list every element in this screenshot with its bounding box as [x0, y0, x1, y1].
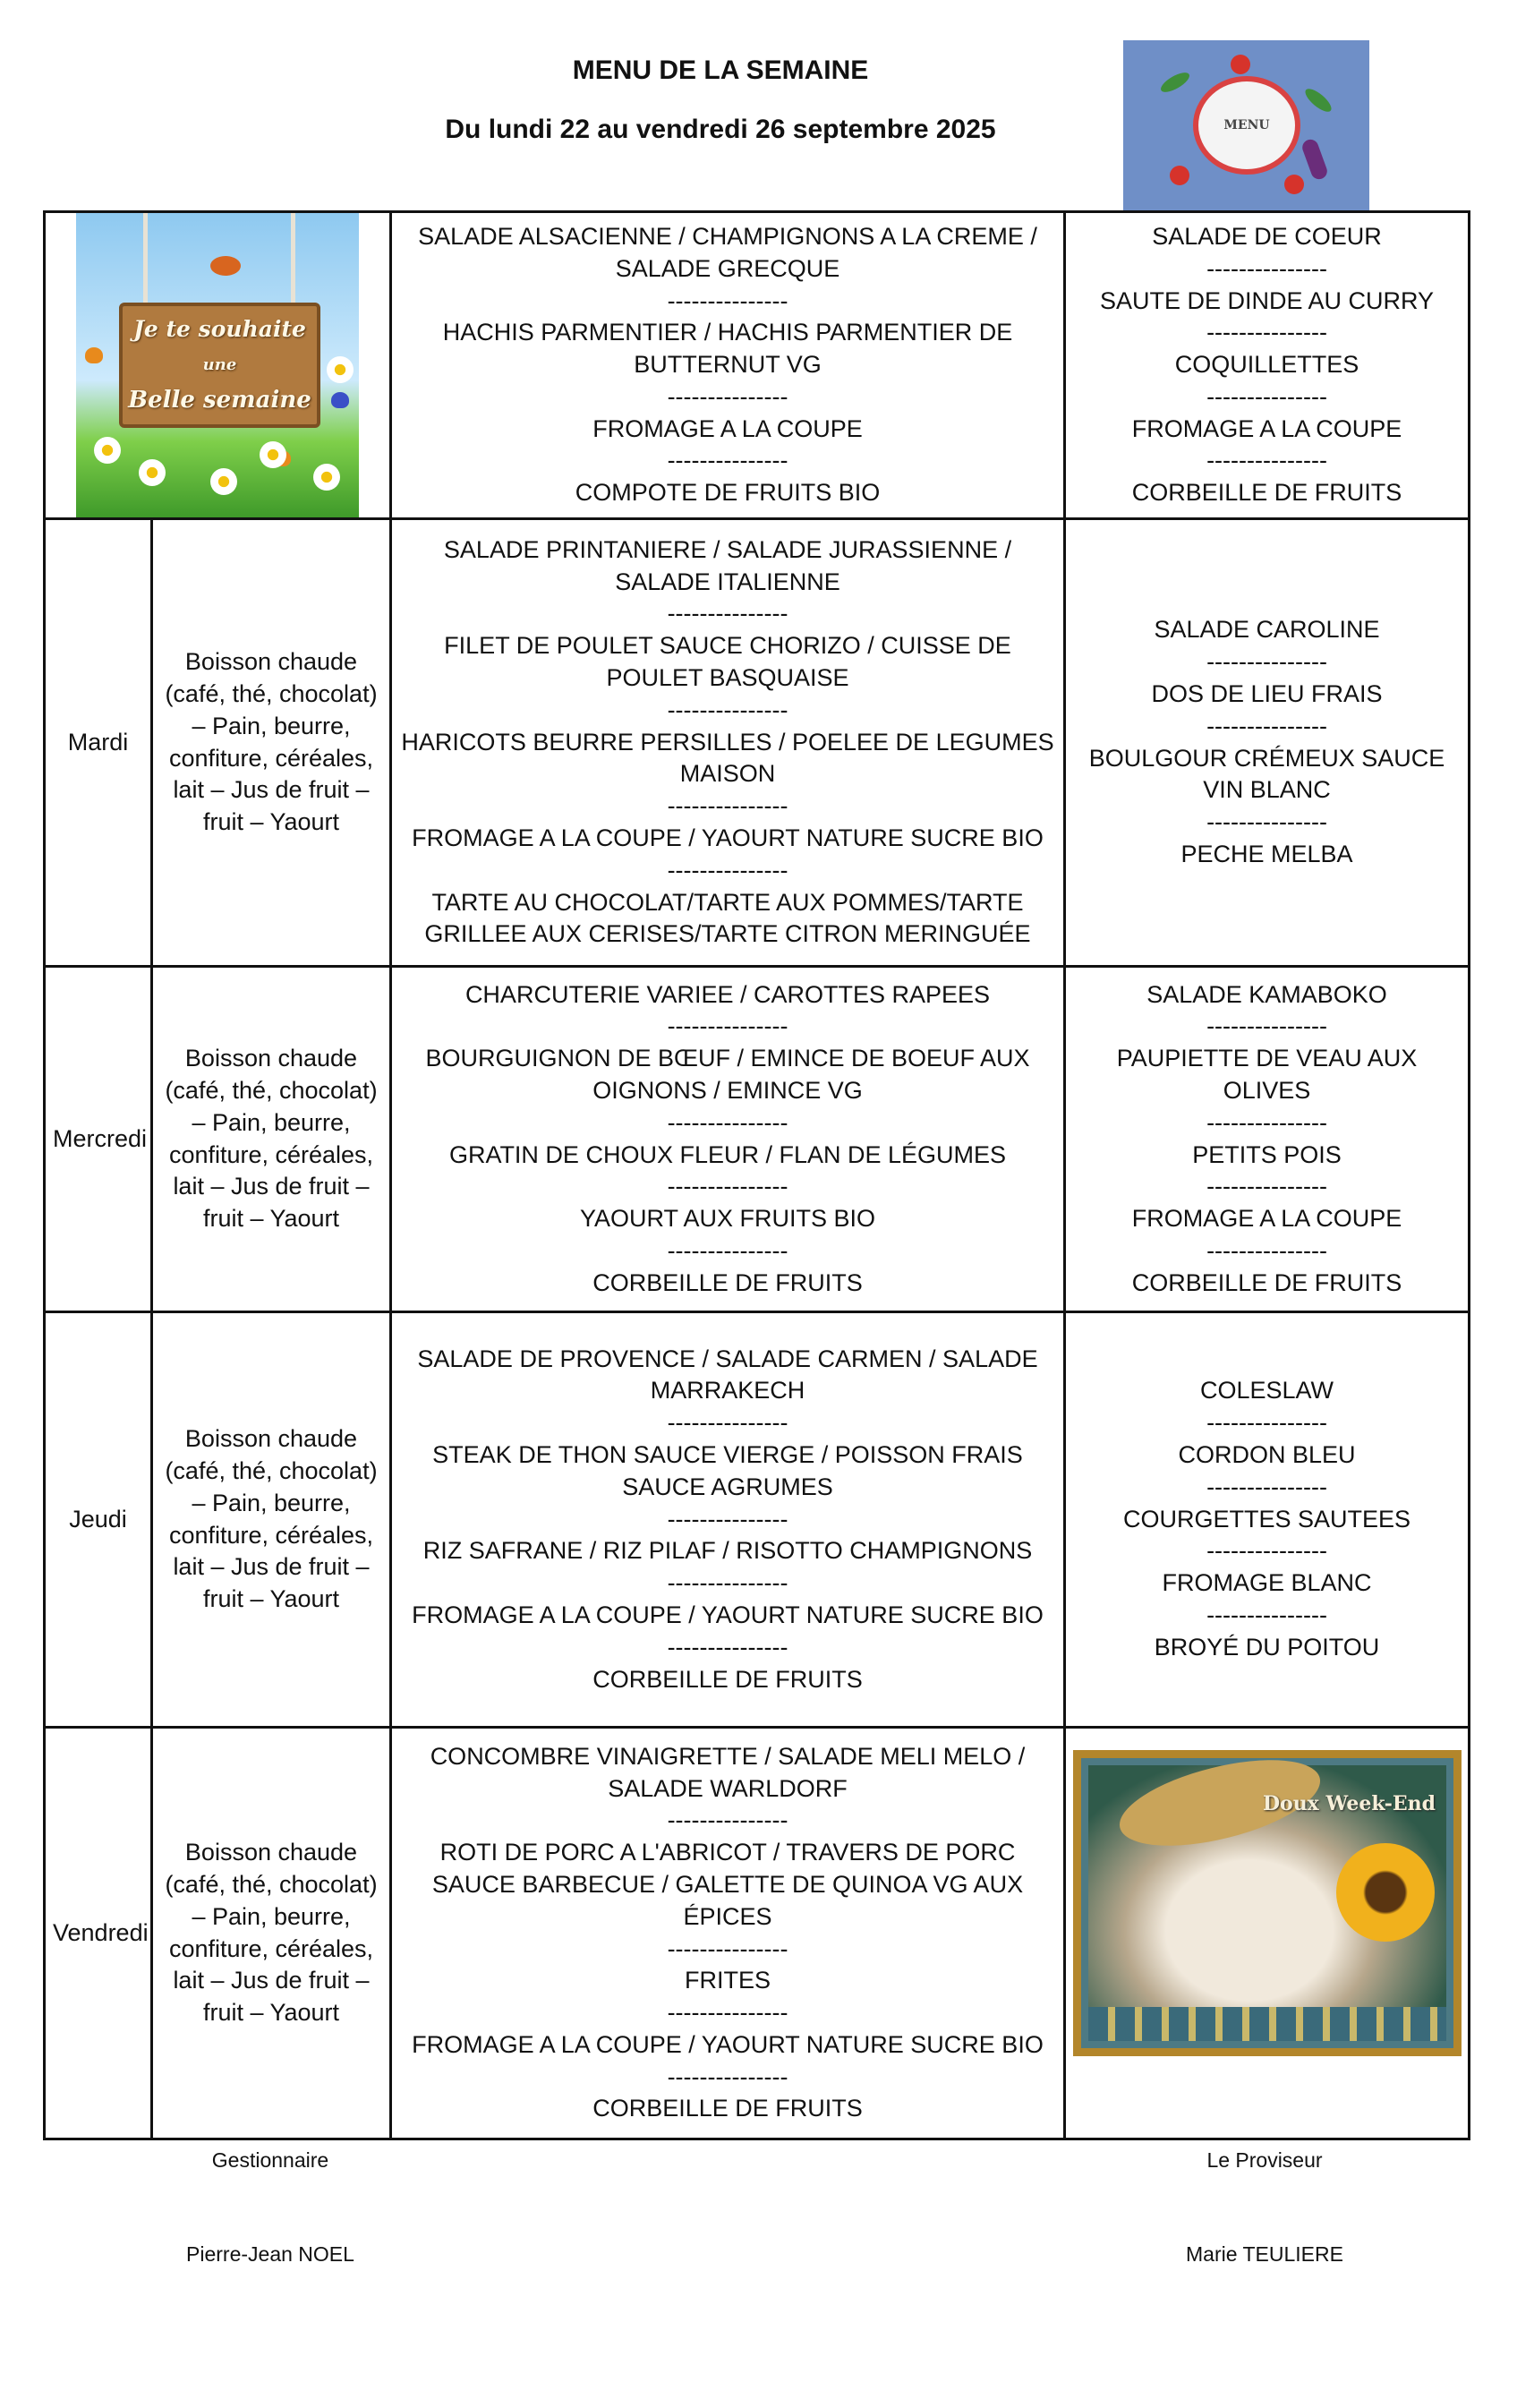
menu-item: DOS DE LIEU FRAIS — [1151, 679, 1383, 707]
menu-separator: --------------- — [667, 792, 788, 820]
menu-separator: --------------- — [667, 1999, 788, 2027]
menu-item: CORBEILLE DE FRUITS — [1131, 479, 1402, 507]
menu-separator: --------------- — [667, 1569, 788, 1597]
menu-separator: --------------- — [667, 1173, 788, 1200]
menu-row-mardi — [45, 519, 1470, 967]
menu-separator: --------------- — [1206, 319, 1327, 346]
page-title: MENU DE LA SEMAINE — [572, 56, 869, 85]
menu-item: TARTE AU CHOCOLAT/TARTE AUX POMMES/TARTE GRILLEE AUX CERISES/TARTE CITRON MERINGUÉE — [424, 888, 1031, 948]
menu-separator: --------------- — [667, 1108, 788, 1136]
menu-separator: --------------- — [667, 600, 788, 628]
menu-item: PETITS POIS — [1192, 1140, 1342, 1168]
welcome-sign — [119, 303, 320, 428]
menu-separator: --------------- — [1206, 1409, 1327, 1437]
menu-item: CORBEILLE DE FRUITS — [1131, 1268, 1402, 1296]
day-label: Vendredi — [45, 1728, 152, 2139]
welcome-image-cell — [45, 212, 391, 519]
menu-item: YAOURT AUX FRUITS BIO — [579, 1205, 876, 1233]
menu-separator: --------------- — [1206, 648, 1327, 676]
menu-item: ROTI DE PORC A L'ABRICOT / TRAVERS DE PORC SAUCE BARBECUE / GALETTE DE QUINOA VG AUX ÉPICES — [431, 1839, 1024, 1930]
menu-separator: --------------- — [1206, 447, 1327, 474]
menu-separator: --------------- — [667, 2062, 788, 2090]
menu-item: CORBEILLE DE FRUITS — [592, 1268, 863, 1296]
signature-left-name: Pierre-Jean NOEL — [186, 2242, 354, 2266]
butterfly-icon — [331, 392, 349, 408]
day-label: Mercredi — [45, 967, 152, 1312]
menu-item: FROMAGE BLANC — [1162, 1569, 1372, 1597]
menu-separator: --------------- — [1206, 1012, 1327, 1040]
menu-separator: --------------- — [667, 696, 788, 723]
menu-item: CHARCUTERIE VARIEE / CAROTTES RAPEES — [464, 980, 991, 1008]
menu-separator: --------------- — [667, 856, 788, 884]
menu-item: COURGETTES SAUTEES — [1122, 1505, 1411, 1533]
menu-separator: --------------- — [1206, 808, 1327, 836]
menu-item: FROMAGE A LA COUPE / YAOURT NATURE SUCRE BIO — [412, 1601, 1044, 1628]
breakfast-cell: Boisson chaude (café, thé, chocolat) – Pain, beurre, confiture, céréales, lait – Jus de fruit – fruit – Yaourt — [152, 1312, 391, 1728]
menu-row-vendredi — [45, 1728, 1470, 2139]
welcome-line-2: une — [202, 355, 237, 375]
breakfast-cell: Boisson chaude (café, thé, chocolat) – Pain, beurre, confiture, céréales, lait – Jus de fruit – fruit – Yaourt — [152, 1728, 391, 2139]
welcome-line-3: Belle semaine — [128, 386, 311, 414]
menu-separator: --------------- — [667, 286, 788, 314]
menu-item: HACHIS PARMENTIER / HACHIS PARMENTIER DE BUTTERNUT VG — [442, 319, 1013, 379]
menu-separator: --------------- — [1206, 382, 1327, 410]
logo-plate: MENU — [1193, 76, 1300, 175]
welcome-line-1: Je te souhaite — [133, 316, 306, 343]
menu-separator: --------------- — [1206, 1236, 1327, 1264]
menu-item: STEAK DE THON SAUCE VIERGE / POISSON FRAIS SAUCE AGRUMES — [432, 1441, 1023, 1500]
menu-logo-image — [1123, 40, 1369, 212]
lunch-cell — [391, 519, 1065, 967]
signature-left-role: Gestionnaire — [211, 2148, 329, 2172]
menu-item: SALADE PRINTANIERE / SALADE JURASSIENNE / SALADE ITALIENNE — [443, 535, 1012, 595]
menu-separator: --------------- — [1206, 254, 1327, 282]
menu-separator: --------------- — [667, 1505, 788, 1533]
menu-item: FROMAGE A LA COUPE / YAOURT NATURE SUCRE BIO — [412, 824, 1044, 851]
lunch-cell — [391, 212, 1065, 519]
menu-table — [43, 210, 1470, 2140]
menu-item: FILET DE POULET SAUCE CHORIZO / CUISSE DE POULET BASQUAISE — [444, 632, 1011, 691]
menu-item: CONCOMBRE VINAIGRETTE / SALADE MELI MELO / SALADE WARLDORF — [430, 1742, 1026, 1802]
menu-item: BOURGUIGNON DE BŒUF / EMINCE DE BOEUF AUX OIGNONS / EMINCE VG — [425, 1045, 1030, 1104]
menu-separator: --------------- — [667, 1633, 788, 1661]
menu-item: PECHE MELBA — [1180, 840, 1353, 867]
menu-item: FROMAGE A LA COUPE — [1131, 414, 1402, 442]
weekend-image-cell — [1065, 1728, 1470, 2139]
menu-item: COQUILLETTES — [1174, 351, 1359, 379]
menu-item: CORDON BLEU — [1178, 1441, 1356, 1468]
day-label: Mardi — [45, 519, 152, 967]
menu-separator: --------------- — [667, 1806, 788, 1834]
menu-item: BROYÉ DU POITOU — [1154, 1633, 1380, 1661]
menu-item: SALADE KAMABOKO — [1146, 980, 1387, 1008]
menu-separator: --------------- — [667, 447, 788, 474]
breakfast-cell: Boisson chaude (café, thé, chocolat) – Pain, beurre, confiture, céréales, lait – Jus de fruit – fruit – Yaourt — [152, 519, 391, 967]
day-label: Jeudi — [45, 1312, 152, 1728]
menu-item: SALADE DE COEUR — [1152, 222, 1382, 250]
menu-item: GRATIN DE CHOUX FLEUR / FLAN DE LÉGUMES — [448, 1140, 1007, 1168]
menu-item: FROMAGE A LA COUPE / YAOURT NATURE SUCRE BIO — [412, 2030, 1044, 2058]
dinner-cell — [1065, 519, 1470, 967]
dinner-cell — [1065, 1312, 1470, 1728]
date-range: Du lundi 22 au vendredi 26 septembre 2025 — [445, 115, 996, 144]
menu-item: SALADE ALSACIENNE / CHAMPIGNONS A LA CREME / SALADE GRECQUE — [418, 222, 1037, 282]
weekend-caption: Doux Week-End — [1262, 1792, 1436, 1815]
weekend-image — [1073, 1750, 1462, 2056]
dinner-cell — [1065, 212, 1470, 519]
menu-item: HARICOTS BEURRE PERSILLES / POELEE DE LEGUMES MAISON — [401, 728, 1054, 788]
menu-row-lundi — [45, 212, 1470, 519]
menu-row-jeudi — [45, 1312, 1470, 1728]
welcome-image — [76, 213, 359, 517]
signature-right-name: Marie TEULIERE — [1186, 2242, 1343, 2266]
menu-item: SALADE CAROLINE — [1154, 616, 1380, 644]
menu-item: COLESLAW — [1199, 1377, 1334, 1405]
menu-separator: --------------- — [1206, 1108, 1327, 1136]
menu-separator: --------------- — [667, 1236, 788, 1264]
lunch-cell — [391, 1312, 1065, 1728]
menu-separator: --------------- — [667, 382, 788, 410]
menu-separator: --------------- — [1206, 1173, 1327, 1200]
signature-right-role: Le Proviseur — [1206, 2148, 1323, 2172]
menu-separator: --------------- — [1206, 1537, 1327, 1565]
menu-item: FROMAGE A LA COUPE — [592, 414, 863, 442]
bird-icon — [210, 256, 241, 276]
menu-item: CORBEILLE DE FRUITS — [592, 1665, 863, 1693]
menu-separator: --------------- — [667, 1409, 788, 1437]
sunflower-icon — [1336, 1843, 1435, 1942]
menu-item: PAUPIETTE DE VEAU AUX OLIVES — [1116, 1045, 1418, 1104]
menu-item: SALADE DE PROVENCE / SALADE CARMEN / SALADE MARRAKECH — [417, 1345, 1038, 1405]
menu-item: COMPOTE DE FRUITS BIO — [575, 479, 881, 507]
menu-item: RIZ SAFRANE / RIZ PILAF / RISOTTO CHAMPIGNONS — [422, 1537, 1033, 1565]
menu-row-mercredi — [45, 967, 1470, 1312]
butterfly-icon — [85, 347, 103, 363]
menu-separator: --------------- — [1206, 1601, 1327, 1628]
menu-item: FRITES — [684, 1967, 771, 1994]
dinner-cell — [1065, 967, 1470, 1312]
menu-item: BOULGOUR CRÉMEUX SAUCE VIN BLANC — [1088, 744, 1445, 804]
menu-separator: --------------- — [1206, 712, 1327, 739]
menu-item: SAUTE DE DINDE AU CURRY — [1099, 286, 1435, 314]
lunch-cell — [391, 967, 1065, 1312]
breakfast-cell: Boisson chaude (café, thé, chocolat) – Pain, beurre, confiture, céréales, lait – Jus de fruit – fruit – Yaourt — [152, 967, 391, 1312]
lunch-cell — [391, 1728, 1065, 2139]
menu-separator: --------------- — [1206, 1473, 1327, 1500]
menu-item: FROMAGE A LA COUPE — [1131, 1205, 1402, 1233]
menu-item: CORBEILLE DE FRUITS — [592, 2095, 863, 2122]
menu-separator: --------------- — [667, 1934, 788, 1962]
menu-separator: --------------- — [667, 1012, 788, 1040]
